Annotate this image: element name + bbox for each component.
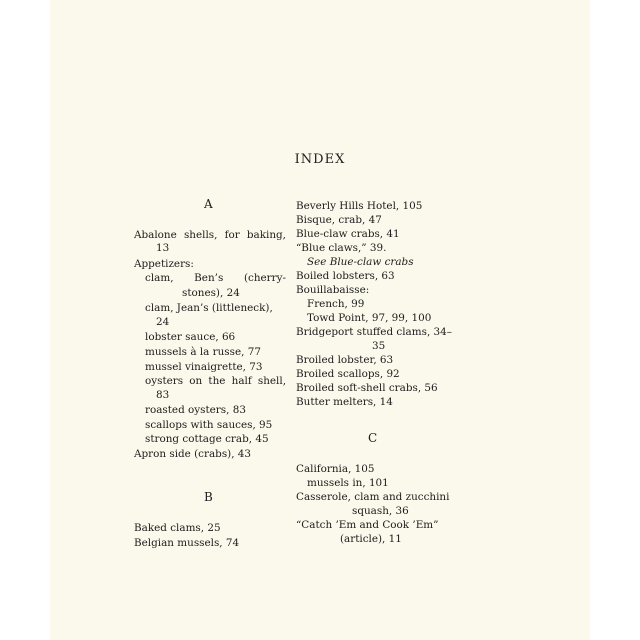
- index-subentry: mussel vinaigrette, 73: [145, 361, 263, 373]
- index-entry: Broiled soft-shell crabs, 56: [296, 382, 438, 394]
- index-entry: Butter melters, 14: [296, 396, 393, 408]
- index-entry: “Catch ’Em and Cook ’Em”: [296, 519, 439, 531]
- index-subentry: clam, Ben’s (cherry-: [145, 272, 286, 284]
- index-subentry: mussels in, 101: [307, 477, 389, 489]
- index-entry: Broiled lobster, 63: [296, 354, 394, 366]
- index-entry: “Blue claws,” 39.: [296, 242, 387, 254]
- index-entry: Casserole, clam and zucchini: [296, 491, 450, 503]
- section-heading-c: C: [368, 431, 378, 445]
- section-heading-a: A: [204, 197, 213, 211]
- index-entry-continuation: 13: [156, 242, 170, 254]
- index-entry: Bisque, crab, 47: [296, 214, 382, 226]
- index-entry: Appetizers:: [134, 258, 194, 270]
- index-entry: Bouillabaisse:: [296, 284, 370, 296]
- index-entry: Apron side (crabs), 43: [134, 448, 252, 460]
- index-entry: Beverly Hills Hotel, 105: [296, 200, 423, 212]
- index-entry-continuation: squash, 36: [352, 505, 409, 517]
- index-subentry-continuation: stones), 24: [182, 287, 240, 299]
- index-page: [50, 0, 590, 640]
- index-entry-continuation: (article), 11: [340, 533, 402, 545]
- index-subentry: French, 99: [307, 298, 365, 310]
- index-subentry: oysters on the half shell,: [145, 375, 286, 387]
- index-subentry-continuation: 83: [156, 389, 170, 401]
- index-entry: Bridgeport stuffed clams, 34–: [296, 326, 452, 338]
- page-title: INDEX: [294, 152, 346, 167]
- index-see-reference: See Blue-claw crabs: [307, 256, 414, 268]
- index-subentry: strong cottage crab, 45: [145, 433, 269, 445]
- index-entry: Boiled lobsters, 63: [296, 270, 395, 282]
- index-subentry: roasted oysters, 83: [145, 404, 246, 416]
- index-subentry: scallops with sauces, 95: [145, 419, 273, 431]
- index-entry-continuation: 35: [372, 340, 386, 352]
- index-subentry: Towd Point, 97, 99, 100: [307, 312, 432, 324]
- index-entry: California, 105: [296, 463, 375, 475]
- index-subentry: clam, Jean’s (littleneck),: [145, 302, 273, 314]
- index-entry: Blue-claw crabs, 41: [296, 228, 400, 240]
- index-subentry-continuation: 24: [156, 316, 170, 328]
- index-entry: Abalone shells, for baking,: [134, 229, 286, 241]
- index-subentry: mussels à la russe, 77: [145, 346, 261, 358]
- index-entry: Belgian mussels, 74: [134, 537, 240, 549]
- index-subentry: lobster sauce, 66: [145, 331, 236, 343]
- index-entry: Broiled scallops, 92: [296, 368, 400, 380]
- index-entry: Baked clams, 25: [134, 522, 221, 534]
- section-heading-b: B: [204, 490, 213, 504]
